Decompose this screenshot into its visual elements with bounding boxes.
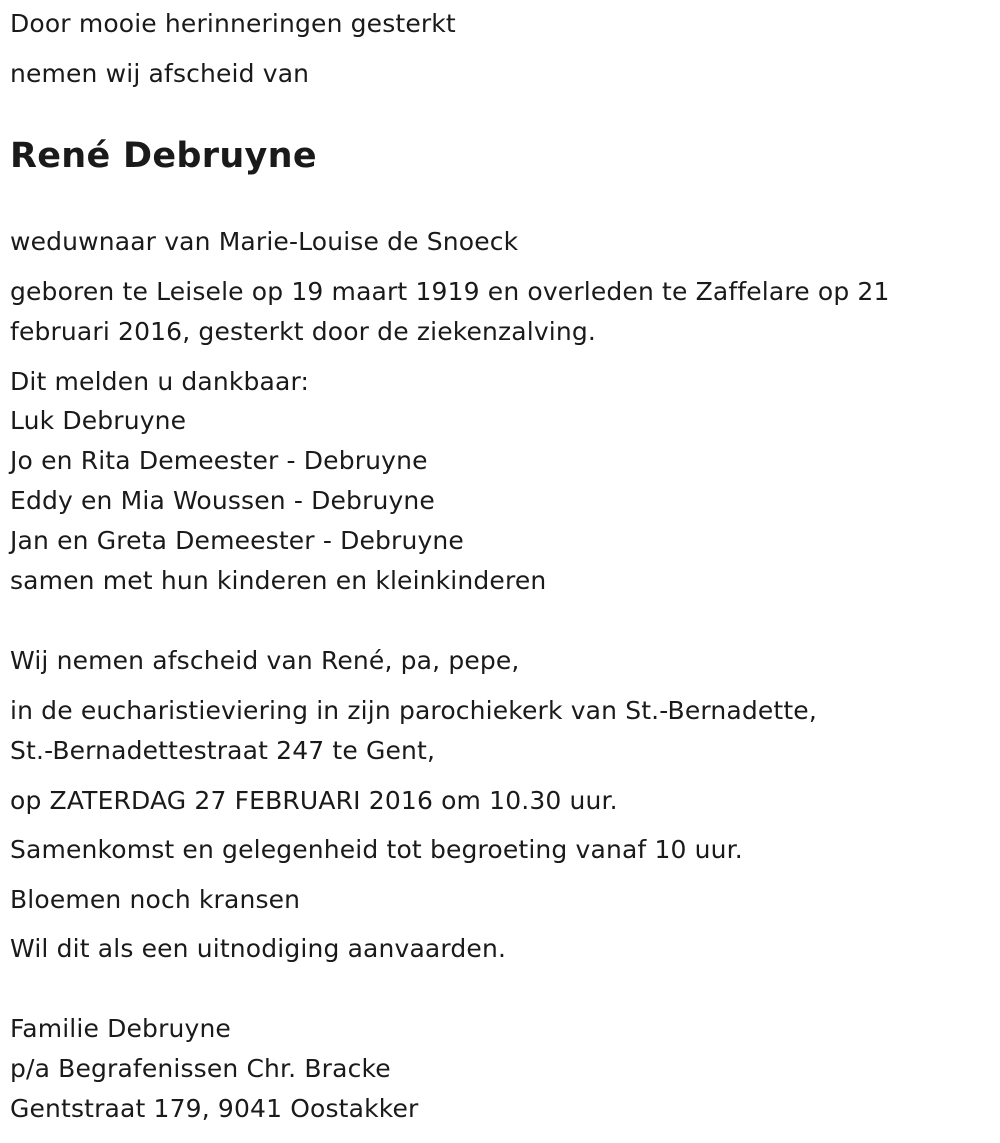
flowers-line: Bloemen noch kransen [10, 885, 301, 914]
announcer-name: samen met hun kinderen en kleinkinderen [10, 566, 547, 595]
ceremony-datetime: op ZATERDAG 27 FEBRUARI 2016 om 10.30 uur. [10, 786, 618, 815]
widower-line: weduwnaar van Marie-Louise de Snoeck [10, 227, 519, 256]
location-line-2: St.-Bernadettestraat 247 te Gent, [10, 736, 436, 765]
birth-death-line-1: geboren te Leisele op 19 maart 1919 en overleden te Zaffelare op 21 [10, 277, 890, 306]
family-line: Familie Debruyne [10, 1014, 231, 1043]
birth-death-line-2: februari 2016, gesterkt door de ziekenzalving. [10, 317, 596, 346]
address-line: Gentstraat 179, 9041 Oostakker [10, 1094, 419, 1123]
farewell-line: Wij nemen afscheid van René, pa, pepe, [10, 646, 520, 675]
location-line-1: in de eucharistieviering in zijn parochiekerk van St.-Bernadette, [10, 696, 817, 725]
care-of-line: p/a Begrafenissen Chr. Bracke [10, 1054, 391, 1083]
gathering-line: Samenkomst en gelegenheid tot begroeting vanaf 10 uur. [10, 835, 743, 864]
announcer-name: Luk Debruyne [10, 406, 187, 435]
deceased-name: René Debruyne [10, 136, 317, 176]
announcers-heading: Dit melden u dankbaar: [10, 367, 310, 396]
announcer-name: Jan en Greta Demeester - Debruyne [10, 526, 464, 555]
announcer-name: Eddy en Mia Woussen - Debruyne [10, 486, 435, 515]
intro-line-2: nemen wij afscheid van [10, 59, 310, 88]
invitation-line: Wil dit als een uitnodiging aanvaarden. [10, 934, 507, 963]
intro-line-1: Door mooie herinneringen gesterkt [10, 9, 456, 38]
announcer-name: Jo en Rita Demeester - Debruyne [10, 446, 428, 475]
